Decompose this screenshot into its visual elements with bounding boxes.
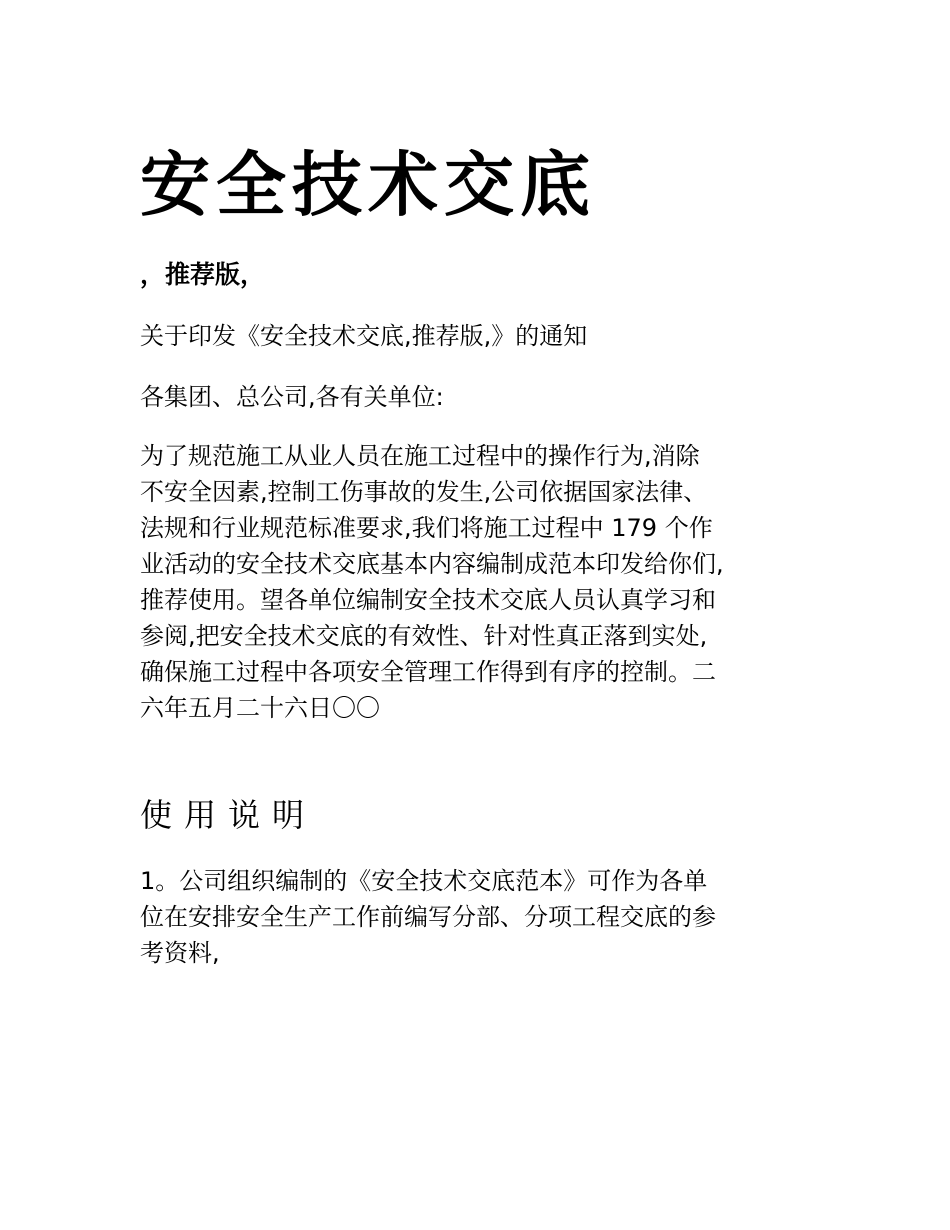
body-line: 六年五月二十六日〇〇 [140, 694, 380, 722]
document-title: 安全技术交底 [140, 144, 596, 226]
body-line: 法规和行业规范标准要求,我们将施工过程中 179 个作 [140, 514, 713, 542]
body-line: 为了规范施工从业人员在施工过程中的操作行为,消除 [140, 442, 700, 470]
document-subtitle: ，推荐版， [140, 260, 266, 289]
body-paragraph [140, 438, 830, 726]
item-line: 考资料, [140, 939, 220, 967]
body-line: 不安全因素,控制工伤事故的发生,公司依据国家法律、 [140, 478, 708, 506]
body-line: 确保施工过程中各项安全管理工作得到有序的控制。二 [140, 658, 716, 686]
notice-title: 关于印发《安全技术交底,推荐版,》的通知 [140, 322, 588, 350]
body-line: 业活动的安全技术交底基本内容编制成范本印发给你们, [140, 550, 724, 578]
item-line: 位在安排安全生产工作前编写分部、分项工程交底的参 [140, 903, 716, 931]
item-line: 1。公司组织编制的《安全技术交底范本》可作为各单 [140, 867, 708, 895]
body-line: 推荐使用。望各单位编制安全技术交底人员认真学习和 [140, 586, 716, 614]
body-line: 参阅,把安全技术交底的有效性、针对性真正落到实处, [140, 622, 708, 650]
addressee: 各集团、总公司,各有关单位: [140, 383, 444, 411]
section-heading: 使用说明 [140, 796, 317, 834]
item-1-paragraph [140, 863, 830, 971]
